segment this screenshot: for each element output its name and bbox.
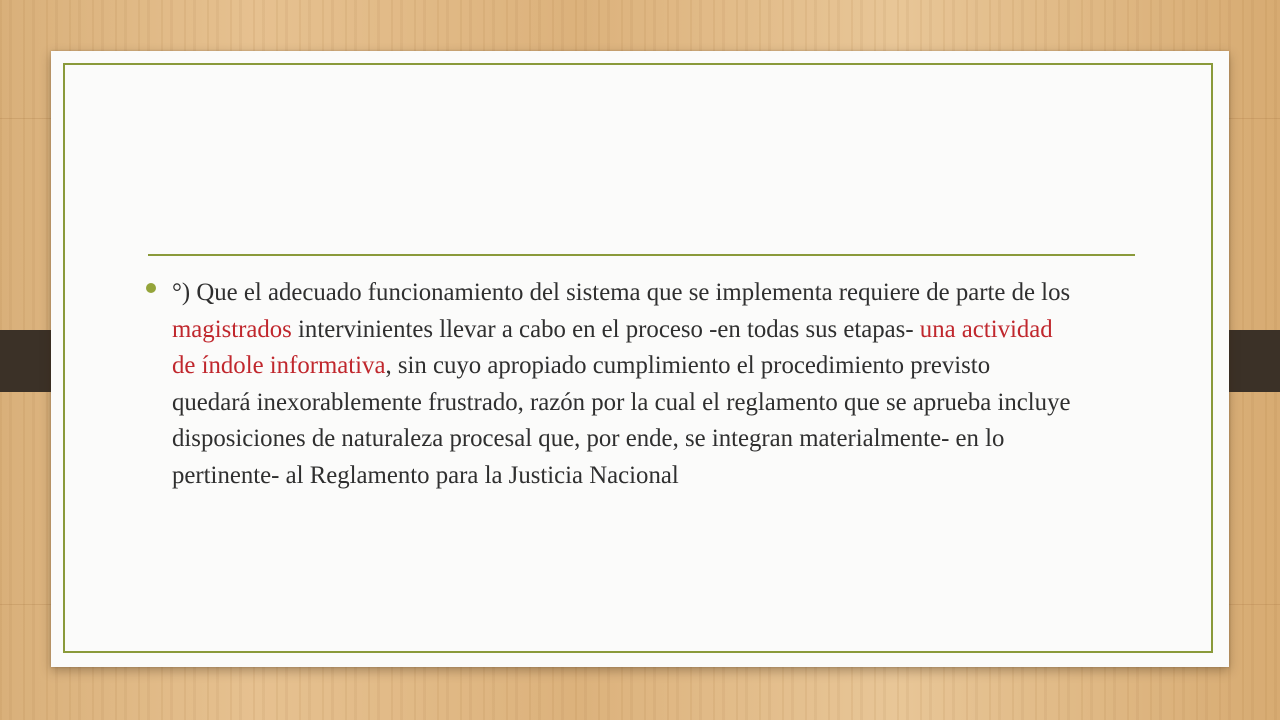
highlighted-text-actividad: una actividad de índole informativa <box>172 315 1053 380</box>
text-segment: °) Que el adecuado funcionamiento del sistema que se implementa requiere de parte de los <box>172 279 1071 306</box>
text-segment: , sin cuyo apropiado cumplimiento el procedimiento previsto quedará inexorablemente frustrado, razón por la cual el reglamento que se aprueba incluye disposiciones de naturaleza procesal que, por ende, se integran materialmente- en lo pertinente- al Reglamento para la Justicia Nacional <box>172 352 1071 489</box>
text-segment: intervinientes llevar a cabo en el proceso -en todas sus etapas- <box>291 315 920 343</box>
highlighted-text-magistrados: magistrados <box>172 315 292 343</box>
title-divider <box>148 254 1135 256</box>
slide-paper <box>51 51 1229 667</box>
bullet-paragraph <box>172 275 1072 495</box>
bullet-dot-icon <box>146 283 156 293</box>
bullet-item <box>146 275 1136 495</box>
